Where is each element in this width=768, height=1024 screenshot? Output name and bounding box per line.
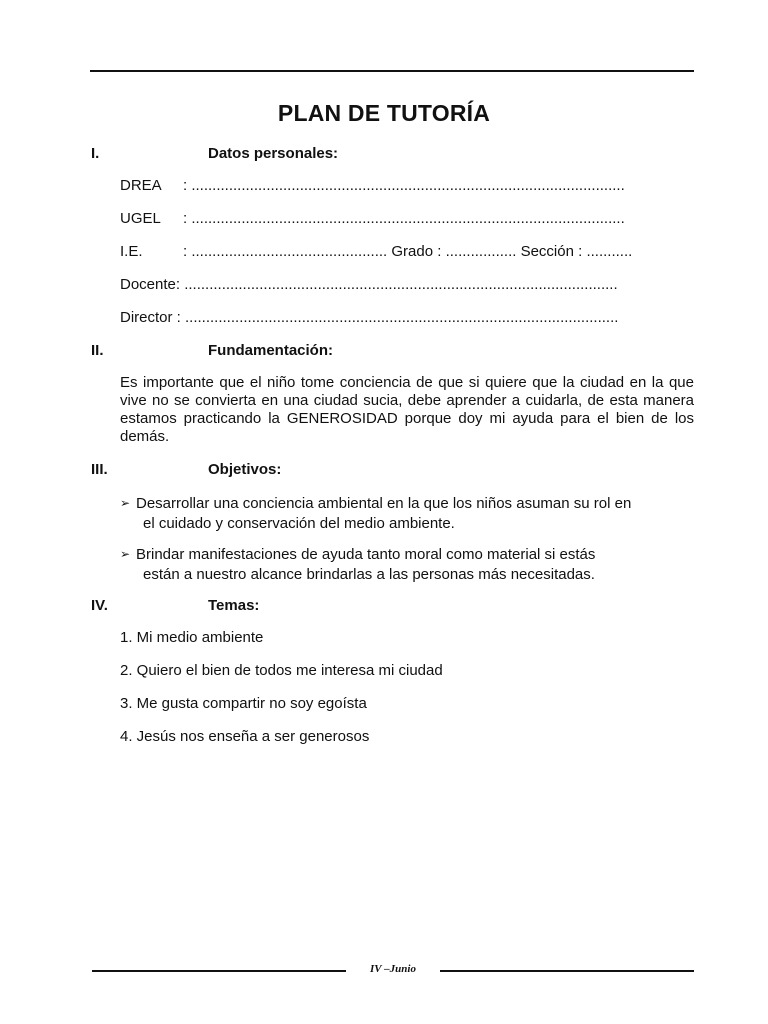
topic-item-2: 2. Quiero el bien de todos me interesa mi ciudad	[120, 662, 443, 679]
objective-line-1: Brindar manifestaciones de ayuda tanto moral como material si estás	[136, 546, 596, 563]
section-number-1: I.	[91, 145, 100, 162]
arrow-bullet-icon: ➢	[120, 496, 131, 510]
field-docente-label: Docente:	[120, 276, 181, 293]
field-ugel-label: UGEL	[120, 210, 161, 227]
field-ie	[120, 243, 632, 260]
field-ie-label: I.E.	[120, 243, 143, 260]
field-director-label: Director :	[120, 309, 181, 326]
topic-item-1: 1. Mi medio ambiente	[120, 629, 264, 646]
field-docente	[120, 276, 618, 293]
footer-rule-right	[440, 970, 694, 972]
objective-item	[120, 545, 694, 584]
arrow-bullet-icon: ➢	[120, 547, 131, 561]
top-rule	[90, 70, 694, 72]
field-docente-value: ........................................................................................................	[180, 276, 618, 293]
field-drea	[120, 177, 625, 194]
objective-line-2: están a nuestro alcance brindarlas a las personas más necesitadas.	[143, 566, 595, 583]
section-title-datos-personales: Datos personales:	[208, 145, 339, 162]
footer-rule-left	[92, 970, 346, 972]
field-drea-value: : ........................................................................................................	[183, 177, 625, 194]
topic-item-4: 4. Jesús nos enseña a ser generosos	[120, 728, 370, 745]
field-ugel	[120, 210, 625, 227]
field-drea-label: DREA	[120, 177, 162, 194]
footer-text: IV –Junio	[370, 963, 416, 975]
section-number-2: II.	[91, 342, 104, 359]
section-title-objetivos: Objetivos:	[208, 461, 282, 478]
field-ie-value: : ............................................... Grado : ................. Sección : ...........	[183, 243, 633, 260]
field-ugel-value: : ........................................................................................................	[183, 210, 625, 227]
objective-line-1: Desarrollar una conciencia ambiental en la que los niños asuman su rol en	[136, 495, 632, 512]
fundamentacion-paragraph: Es importante que el niño tome conciencia de que si quiere que la ciudad en la que vive no se convierta en una ciudad sucia, debe aprender a cuidarla, de esta manera estamos practicando la GENEROSIDAD porque doy mi ayuda para el bien de los demás.	[120, 374, 694, 445]
page-title: PLAN DE TUTORÍA	[277, 100, 491, 126]
section-title-fundamentacion: Fundamentación:	[208, 342, 334, 359]
topic-item-3: 3. Me gusta compartir no soy egoísta	[120, 695, 367, 712]
field-director-value: ........................................................................................................	[180, 309, 619, 326]
objective-line-2: el cuidado y conservación del medio ambiente.	[143, 515, 455, 532]
section-title-temas: Temas:	[208, 597, 260, 614]
section-number-4: IV.	[91, 597, 108, 614]
objective-item	[120, 494, 694, 533]
field-director	[120, 309, 618, 326]
section-number-3: III.	[91, 461, 108, 478]
